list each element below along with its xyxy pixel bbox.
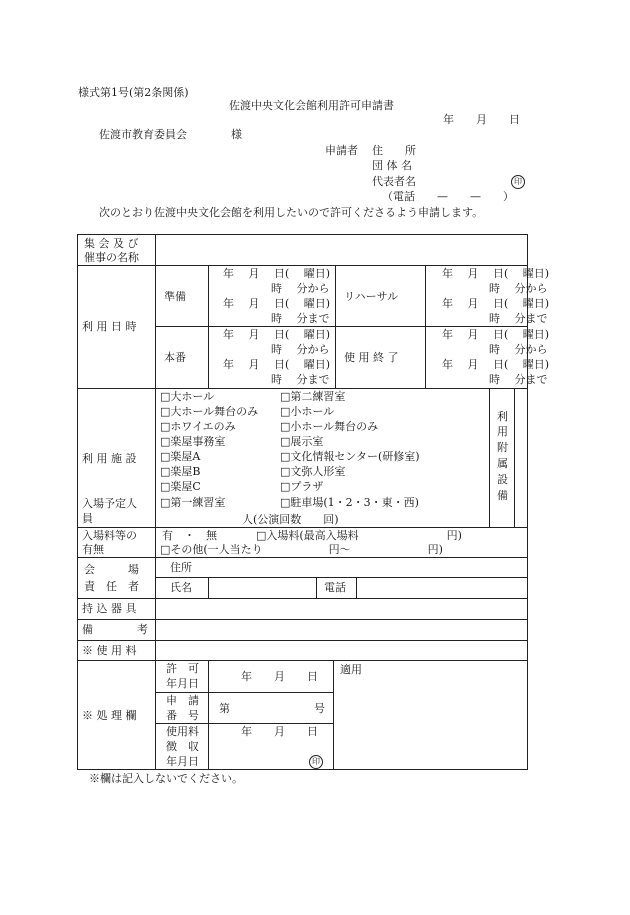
equipment-char: 附	[497, 441, 508, 454]
facility-option[interactable]: □大ホール	[160, 390, 215, 403]
facility-option[interactable]: □文化情報センター(研修室)	[280, 450, 420, 463]
prep-label: 準備	[164, 290, 186, 303]
facility-option[interactable]: □展示室	[280, 435, 324, 448]
equipment-char: 用	[497, 425, 508, 438]
facility-option[interactable]: □大ホール舞台のみ	[160, 405, 259, 418]
permit-date-label-2: 年月日	[166, 677, 199, 690]
main-start-date: 年 月 日( 曜日)	[223, 328, 331, 341]
rehearsal-end-time: 時 分まで	[489, 312, 548, 325]
recipient: 佐渡市教育委員会 様	[99, 128, 242, 141]
usage-end-label: 使 用 終 了	[344, 351, 399, 364]
rehearsal-label: リハーサル	[344, 290, 399, 303]
manager-label-1: 会 場	[84, 563, 139, 576]
event-name-label-2: 催事の名称	[84, 251, 139, 264]
representative-label: 代表者名	[372, 175, 416, 188]
manager-address-label: 住所	[170, 561, 192, 574]
equipment-char: 設	[497, 473, 508, 486]
facility-option[interactable]: □ホワイエのみ	[160, 420, 236, 433]
main-end-time: 時 分まで	[271, 373, 330, 386]
prep-start-date: 年 月 日( 曜日)	[223, 267, 331, 280]
manager-label-2: 責 任 者	[84, 580, 139, 593]
app-number-label-1: 申 請	[166, 694, 199, 707]
footer-note: ※欄は記入しないでください。	[89, 772, 243, 785]
prep-start-time: 時 分から	[271, 282, 330, 295]
usage-date-label: 利 用 日 時	[82, 320, 137, 333]
main-end-date: 年 月 日( 曜日)	[223, 358, 331, 371]
date-line: 年 月 日	[443, 113, 520, 126]
equipment-char: 備	[497, 489, 508, 502]
main-label: 本番	[164, 351, 186, 364]
seal-icon: 印	[511, 175, 525, 189]
fee-date-label-2: 徴 収	[166, 740, 199, 753]
applicable-label: 適用	[340, 663, 362, 676]
intro-text: 次のとおり佐渡中央文化会館を利用したいので許可くださるよう申請します。	[99, 206, 484, 219]
permit-date-label-1: 許 可	[166, 662, 199, 675]
app-number-dai: 第	[219, 702, 230, 715]
rehearsal-start-time: 時 分から	[489, 282, 548, 295]
prep-end-time: 時 分まで	[271, 312, 330, 325]
attendance-label-2: 員	[82, 512, 93, 525]
end-end-date: 年 月 日( 曜日)	[442, 358, 550, 371]
permit-date-value: 年 月 日	[241, 670, 318, 683]
attendance-line: 人(公演回数 回)	[242, 513, 339, 526]
equipment-char: 属	[497, 457, 508, 470]
rehearsal-start-date: 年 月 日( 曜日)	[442, 267, 550, 280]
facility-option[interactable]: □第二練習室	[280, 390, 346, 403]
group-name-label: 団 体 名	[372, 159, 412, 172]
remarks-label: 備 考	[82, 623, 148, 636]
main-start-time: 時 分から	[271, 343, 330, 356]
form-title: 佐渡中央文化会館利用許可申請書	[229, 99, 394, 112]
rehearsal-end-date: 年 月 日( 曜日)	[442, 297, 550, 310]
fee-date-label-1: 使用料	[166, 725, 199, 738]
facility-option[interactable]: □駐車場(1・2・3・東・西)	[280, 496, 419, 509]
end-start-time: 時 分から	[489, 343, 548, 356]
fee-label-2: 有無	[82, 543, 104, 556]
facility-option[interactable]: □楽屋B	[160, 465, 201, 478]
fee-date-label-3: 年月日	[166, 755, 199, 768]
fee-yes-no[interactable]: 有 ・ 無	[162, 529, 217, 542]
facility-option[interactable]: □楽屋事務室	[160, 435, 226, 448]
fee-other-option[interactable]: □その他(一人当たり 円〜 円)	[160, 543, 443, 556]
attendance-label-1: 入場予定人	[82, 497, 137, 510]
facility-option[interactable]: □第一練習室	[160, 496, 226, 509]
fee-max-option[interactable]: □入場料(最高入場料 円)	[256, 529, 462, 542]
facility-option[interactable]: □楽屋A	[160, 450, 201, 463]
processing-label: ※ 処 理 欄	[82, 709, 137, 722]
facility-option[interactable]: □文弥人形室	[280, 465, 346, 478]
applicant-label: 申請者	[325, 144, 358, 157]
facility-label: 利 用 施 設	[82, 452, 137, 465]
equipment-char: 利	[497, 410, 508, 423]
fee-date-value: 年 月 日	[241, 725, 318, 738]
fee-label-1: 入場料等の	[82, 529, 137, 542]
end-end-time: 時 分まで	[489, 373, 548, 386]
facility-option[interactable]: □小ホール	[280, 405, 335, 418]
app-number-gou: 号	[314, 702, 325, 715]
app-number-label-2: 番 号	[166, 709, 199, 722]
manager-phone-label: 電話	[324, 581, 346, 594]
facility-option[interactable]: □プラザ	[280, 480, 324, 493]
end-start-date: 年 月 日( 曜日)	[442, 328, 550, 341]
manager-name-label: 氏名	[170, 581, 192, 594]
facility-option[interactable]: □楽屋C	[160, 480, 201, 493]
facility-option[interactable]: □小ホール舞台のみ	[280, 420, 379, 433]
usage-fee-label: ※ 使 用 料	[82, 644, 137, 657]
phone-line: （電話 — — ）	[382, 190, 514, 203]
prep-end-date: 年 月 日( 曜日)	[223, 297, 331, 310]
seal-icon: 印	[309, 755, 323, 769]
address-label: 住 所	[372, 144, 416, 157]
equipment-brought-label: 持 込 器 具	[82, 602, 137, 615]
form-number: 様式第1号(第2条関係)	[78, 86, 189, 99]
event-name-label-1: 集 会 及 び	[84, 237, 139, 250]
